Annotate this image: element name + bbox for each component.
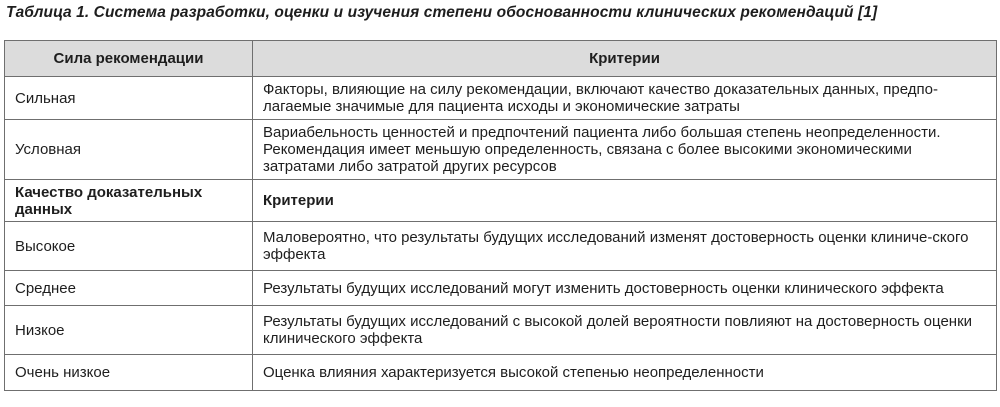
row-label-low: Низкое xyxy=(5,306,253,355)
row-criteria-conditional: Вариабельность ценностей и предпочтений пациента либо большая степень неопределенности. Рекомендация имеет меньшую определенность, связана с более высокими экономическими затратами либо затратой других ресурсов xyxy=(253,120,997,180)
table-row xyxy=(5,355,997,391)
recommendations-table xyxy=(4,40,997,391)
row-criteria-high: Маловероятно, что результаты будущих исследований изменят достоверность оценки клиниче-ского эффекта xyxy=(253,222,997,271)
table-row xyxy=(5,77,997,120)
row-criteria-very-low: Оценка влияния характеризуется высокой степенью неопределенности xyxy=(253,355,997,391)
table-row xyxy=(5,271,997,306)
header-criteria: Критерии xyxy=(253,41,997,77)
row-label-conditional: Условная xyxy=(5,120,253,180)
row-criteria-low: Результаты будущих исследований с высокой долей вероятности повлияют на достоверность оценки клинического эффекта xyxy=(253,306,997,355)
row-criteria-medium: Результаты будущих исследований могут изменить достоверность оценки клинического эффекта xyxy=(253,271,997,306)
row-label-very-low: Очень низкое xyxy=(5,355,253,391)
row-label-strong: Сильная xyxy=(5,77,253,120)
row-label-medium: Среднее xyxy=(5,271,253,306)
table-caption: Таблица 1. Система разработки, оценки и изучения степени обоснованности клинических рекомендаций [1] xyxy=(6,4,878,21)
table-subheader-row xyxy=(5,180,997,222)
header-strength: Сила рекомендации xyxy=(5,41,253,77)
row-criteria-strong: Факторы, влияющие на силу рекомендации, включают качество доказательных данных, предпо-лагаемые значимые для пациента исходы и экономические затраты xyxy=(253,77,997,120)
subheader-quality: Качество доказательных данных xyxy=(5,180,253,222)
table-header-row xyxy=(5,41,997,77)
table-row xyxy=(5,306,997,355)
subheader-criteria: Критерии xyxy=(253,180,997,222)
table-row xyxy=(5,120,997,180)
row-label-high: Высокое xyxy=(5,222,253,271)
table-row xyxy=(5,222,997,271)
